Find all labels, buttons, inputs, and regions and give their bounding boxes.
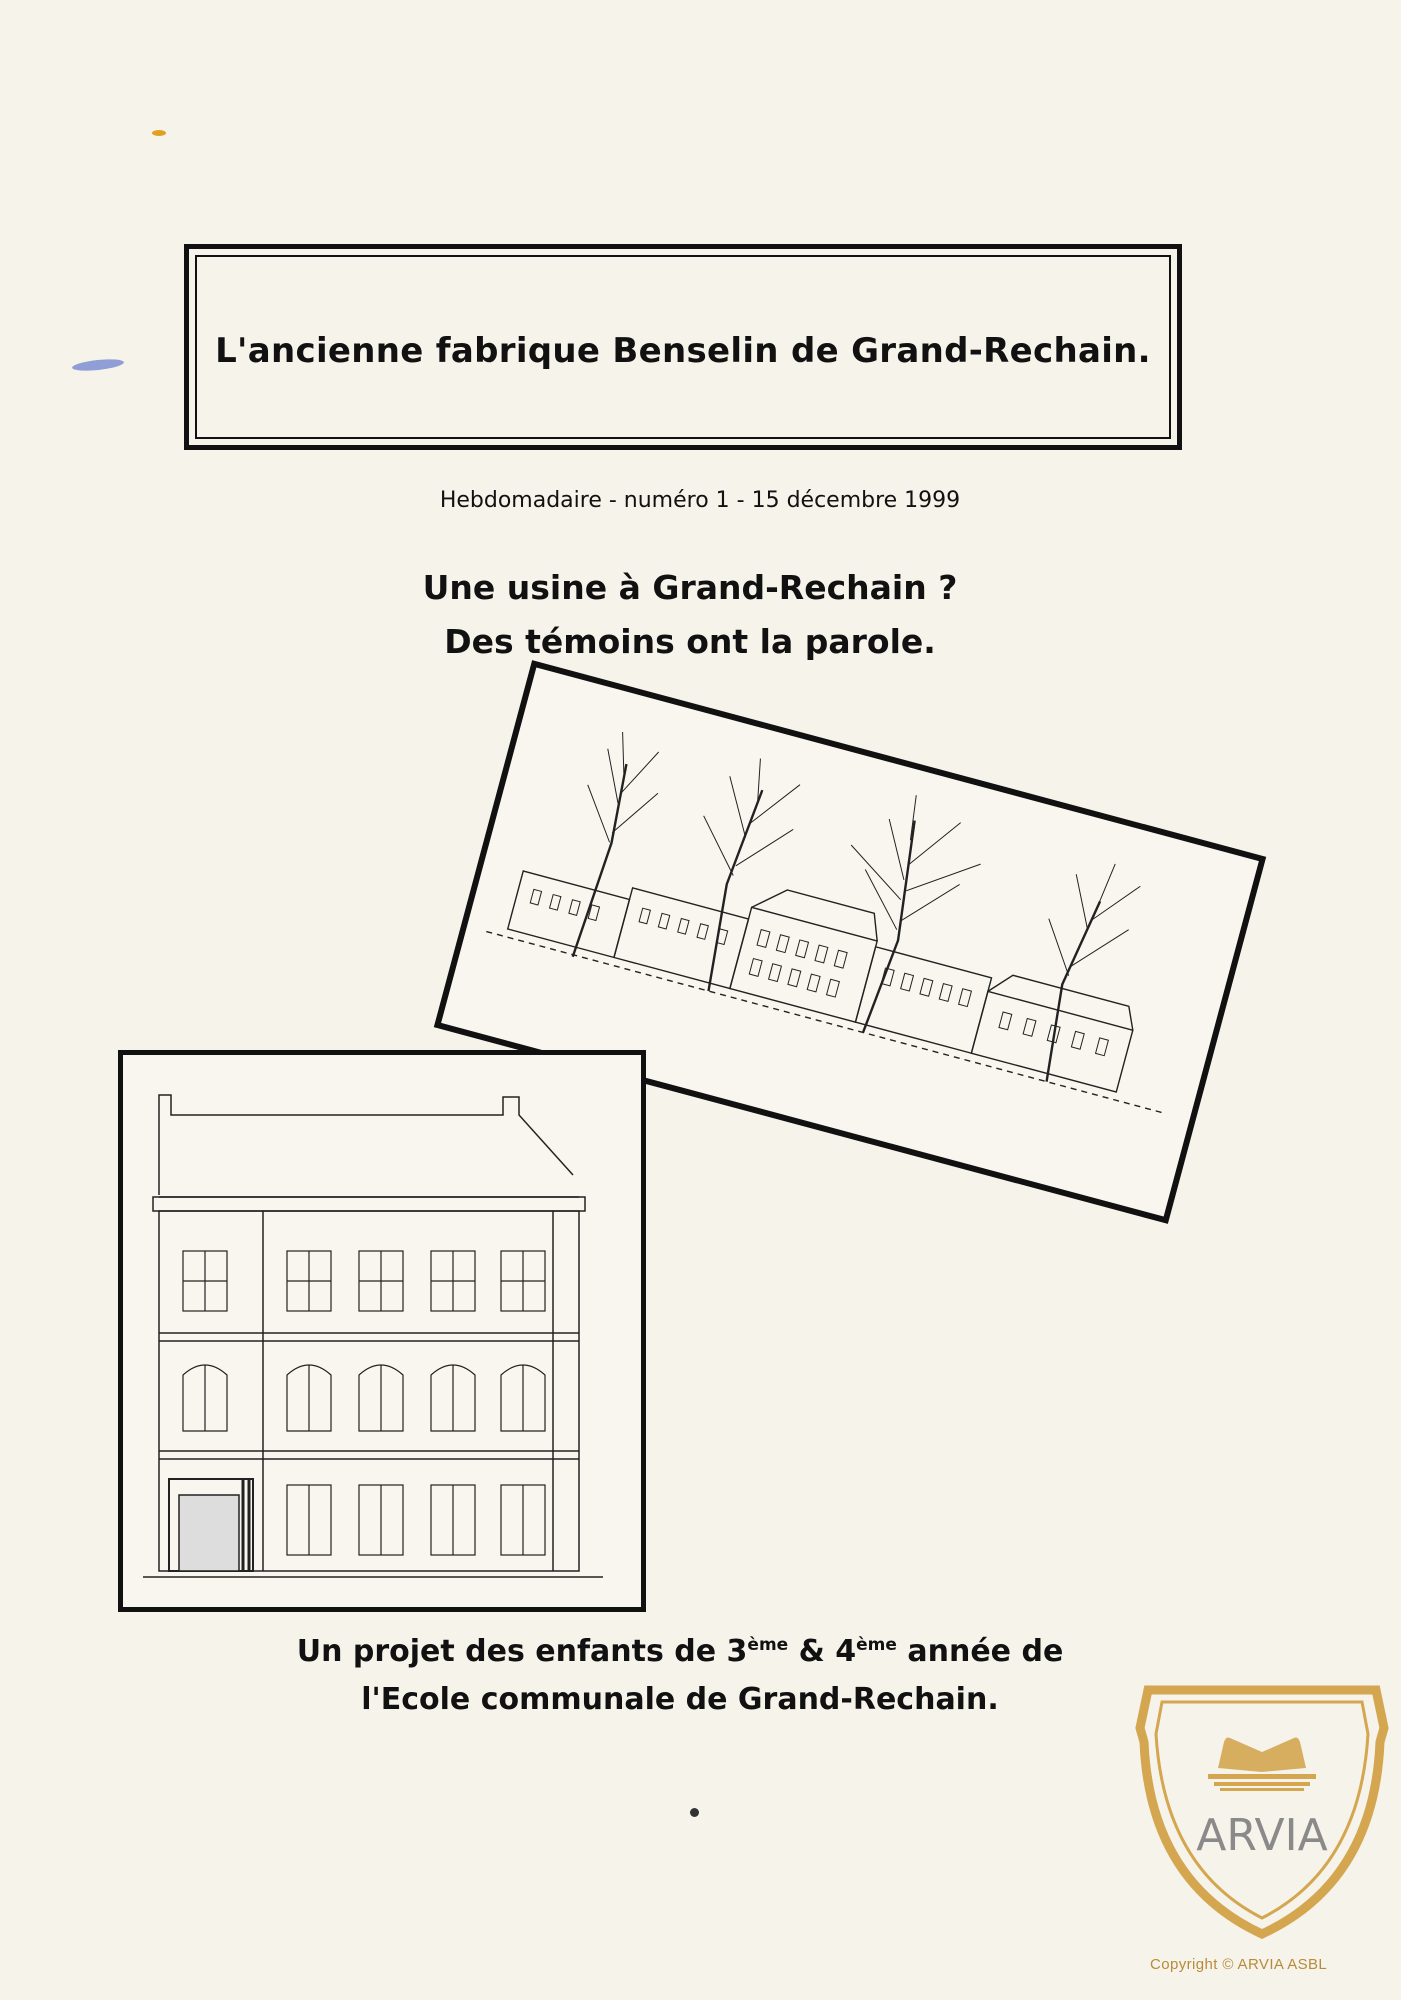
headline-line-2: Des témoins ont la parole. [444,622,936,661]
logo-text: ARVIA [1196,1810,1328,1861]
copyright-notice: Copyright © ARVIA ASBL [1150,1956,1328,1973]
credit-text-c: année de [896,1634,1064,1669]
document-title: L'ancienne fabrique Benselin de Grand-Rechain. [215,331,1151,371]
ink-speck [690,1808,699,1817]
credit-superscript-2: ème [856,1635,897,1655]
arvia-logo [1134,1672,1390,1942]
credit-text-b: & 4 [788,1634,857,1669]
building-sketch-frame [118,1050,646,1612]
building-sketch [123,1055,641,1607]
headline-line-1: Une usine à Grand-Rechain ? [422,568,958,607]
issue-subtitle: Hebdomadaire - numéro 1 - 15 décembre 1999 [439,488,961,513]
ink-speck [72,357,125,372]
ink-speck [152,130,166,136]
title-box [184,244,1182,450]
credit-superscript-1: ème [747,1635,789,1655]
credit-line-1 [250,1634,1110,1669]
credit-text-a: Un projet des enfants de 3 [296,1634,748,1669]
credit-line-2: l'Ecole communale de Grand-Rechain. [361,1682,999,1717]
